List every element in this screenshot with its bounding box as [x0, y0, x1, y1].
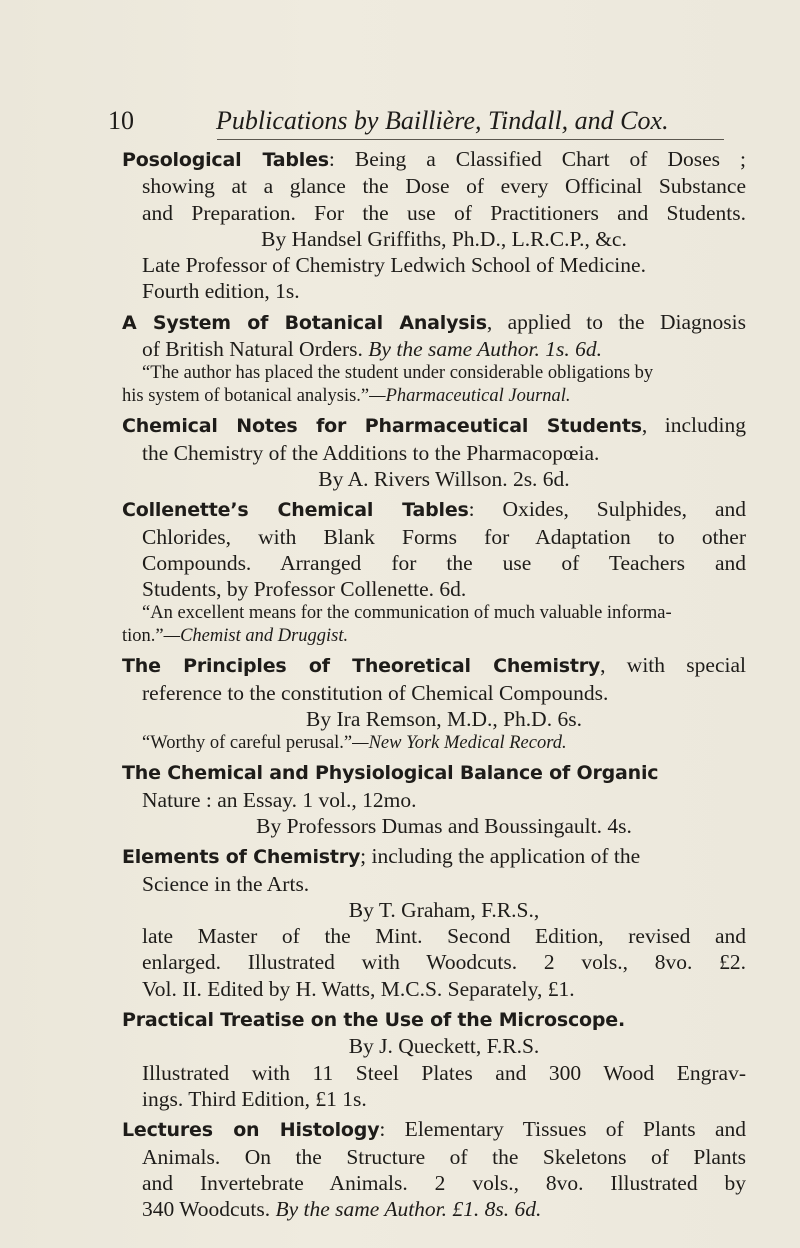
entry-text-line: late Master of the Mint. Second Edition, revised and	[142, 924, 746, 949]
entry-text-line: : Elementary Tissues of Plants and	[379, 1117, 746, 1142]
catalogue-listing	[122, 146, 746, 1226]
entry-text-line: of British Natural Orders.	[142, 337, 363, 362]
catalogue-entry	[122, 412, 746, 492]
entry-title: Posological Tables	[122, 149, 329, 171]
page-header	[108, 106, 748, 136]
entry-text-line: —Chemist and Druggist.	[163, 626, 349, 647]
entry-title: Lectures on Histology	[122, 1119, 380, 1142]
entry-text-line: By Professors Dumas and Boussingault. 4s.	[256, 813, 632, 838]
entry-text-line: , applied to the Diagnosis	[486, 309, 746, 334]
entry-text-line: Late Professor of Chemistry Ledwich School of Medicine.	[142, 253, 646, 278]
entry-title: Elements of Chemistry	[122, 846, 361, 869]
entry-text-line: , including	[641, 413, 746, 438]
entry-text-line: Chlorides, with Blank Forms for Adaptation to other	[142, 524, 746, 549]
entry-text-line: “An excellent means for the communication of much valuable informa-	[142, 603, 672, 624]
entry-text-line: “Worthy of careful perusal.”	[142, 733, 353, 754]
entry-text-line: Students, by Professor Collenette. 6d.	[142, 577, 467, 602]
entry-text-line: and Invertebrate Animals. 2 vols., 8vo. Illustrated by	[142, 1170, 746, 1195]
entry-text-line: 340 Woodcuts.	[142, 1197, 271, 1222]
entry-text-line: By the same Author. £1. 8s. 6d.	[275, 1197, 542, 1222]
entry-text-line: Illustrated with 11 Steel Plates and 300 Wood Engrav-	[142, 1060, 746, 1085]
entry-text-line: : Being a Classified Chart of Doses ;	[328, 147, 746, 171]
page-number: 10	[108, 106, 134, 135]
entry-text-line: his system of botanical analysis.”	[122, 386, 370, 407]
entry-text-line: ings. Third Edition, £1 1s.	[142, 1086, 367, 1111]
entry-text-line: , with special	[600, 653, 746, 678]
catalogue-entry	[122, 843, 746, 1002]
entry-text-line: : Oxides, Sulphides, and	[468, 497, 746, 522]
entry-text-line: showing at a glance the Dose of every Officinal Substance	[142, 174, 746, 199]
entry-text-line: Compounds. Arranged for the use of Teachers and	[142, 550, 746, 575]
entry-text-line: enlarged. Illustrated with Woodcuts. 2 vols., 8vo. £2.	[142, 950, 746, 975]
catalogue-entry	[122, 759, 746, 839]
catalogue-entry	[122, 309, 746, 409]
entry-text-line: By J. Queckett, F.R.S.	[348, 1034, 540, 1059]
entry-title: A System of Botanical Analysis	[122, 311, 487, 334]
entry-text-line: By A. Rivers Willson. 2s. 6d.	[318, 466, 570, 491]
entry-text-line: and Preparation. For the use of Practitioners and Students.	[142, 200, 746, 225]
entry-text-line: By T. Graham, F.R.S.,	[348, 897, 540, 922]
entry-text-line: By Handsel Griffiths, Ph.D., L.R.C.P., &c.	[261, 226, 627, 251]
catalogue-entry	[122, 146, 746, 305]
entry-text-line: the Chemistry of the Additions to the Pharmacopœia.	[142, 440, 600, 465]
entry-title: The Chemical and Physiological Balance of Organic	[122, 762, 659, 785]
entry-text-line: tion.”	[122, 626, 164, 647]
entry-text-line: Science in the Arts.	[142, 871, 310, 896]
catalogue-entry	[122, 652, 746, 755]
entry-text-line: —Pharmaceutical Journal.	[369, 386, 571, 407]
entry-text-line: By the same Author. 1s. 6d.	[368, 337, 602, 362]
entry-text-line: Nature : an Essay. 1 vol., 12mo.	[142, 787, 417, 812]
catalogue-entry	[122, 1116, 746, 1222]
entry-text-line: reference to the constitution of Chemical Compounds.	[142, 680, 609, 705]
entry-title: Collenette’s Chemical Tables	[122, 499, 469, 522]
running-title: Publications by Baillière, Tindall, and Cox.	[216, 106, 669, 135]
entry-text-line: —New York Medical Record.	[352, 733, 567, 754]
entry-title: The Principles of Theoretical Chemistry	[122, 655, 601, 678]
entry-text-line: ; including the application of the	[360, 844, 641, 869]
header-rule	[217, 139, 724, 140]
entry-text-line: “The author has placed the student under considerable obligations by	[142, 363, 654, 384]
entry-title: Practical Treatise on the Use of the Microscope.	[122, 1009, 625, 1032]
entry-text-line: Fourth edition, 1s.	[142, 279, 300, 304]
entry-text-line: Vol. II. Edited by H. Watts, M.C.S. Separately, £1.	[142, 976, 575, 1001]
catalogue-entry	[122, 496, 746, 648]
entry-title: Chemical Notes for Pharmaceutical Students	[122, 415, 642, 438]
entry-text-line: By Ira Remson, M.D., Ph.D. 6s.	[306, 707, 582, 732]
catalogue-entry	[122, 1006, 746, 1112]
entry-text-line: Animals. On the Structure of the Skeletons of Plants	[142, 1144, 746, 1169]
